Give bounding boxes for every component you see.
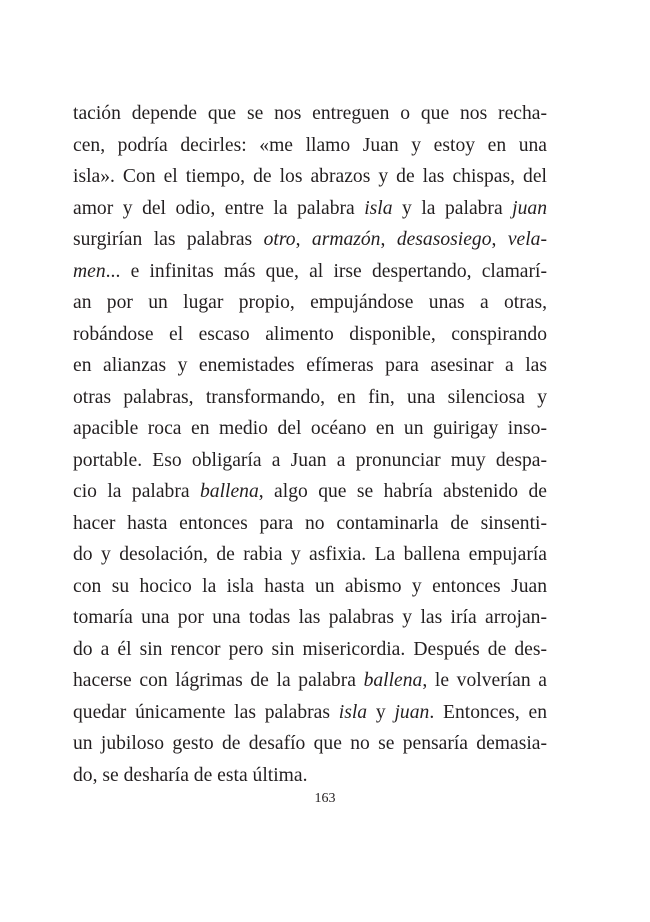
- text-line: otras palabras, transformando, en fin, una silenciosa y: [73, 386, 547, 408]
- text-line: isla». Con el tiempo, de los abrazos y de las chispas, del: [73, 166, 547, 187]
- italic-word: otro: [263, 229, 296, 250]
- text-line: quedar únicamente las palabras isla y juan. Entonces, en: [73, 701, 547, 723]
- text-line: con su hocico la isla hasta un abismo y entonces Juan: [73, 575, 547, 597]
- italic-word: ballena: [199, 481, 259, 502]
- italic-word: isla: [338, 701, 368, 723]
- text-line: do, se desharía de esta última.: [73, 764, 308, 786]
- text-line: hacer hasta entonces para no contaminarla de sinsenti-: [73, 512, 547, 534]
- italic-word: juan: [512, 197, 548, 219]
- body-paragraph: [73, 98, 547, 791]
- text-line: amor y del odio, entre la palabra isla y la palabra juan: [73, 197, 548, 219]
- text-line: men... e infinitas más que, al irse despertando, clamarí-: [73, 260, 547, 282]
- text-line: surgirían las palabras otro, armazón, desasosiego, vela-: [73, 229, 548, 250]
- italic-word: men: [73, 260, 106, 282]
- italic-word: juan: [394, 701, 430, 723]
- text-line: hacerse con lágrimas de la palabra ballena, le volverían a: [73, 670, 547, 691]
- text-line: tación depende que se nos entreguen o que nos recha-: [73, 103, 547, 124]
- italic-word: isla: [364, 197, 393, 219]
- text-line: tomaría una por una todas las palabras y las iría arrojan-: [73, 607, 547, 628]
- page-number: 163: [314, 791, 336, 806]
- text-line: do a él sin rencor pero sin misericordia. Después de des-: [73, 638, 547, 660]
- italic-word: ballena: [363, 670, 423, 691]
- text-line: un jubiloso gesto de desafío que no se pensaría demasia-: [73, 733, 547, 754]
- text-line: cen, podría decirles: «me llamo Juan y estoy en una: [73, 134, 547, 156]
- text-line: cio la palabra ballena, algo que se habría abstenido de: [73, 481, 547, 502]
- text-line: apacible roca en medio del océano en un guirigay inso-: [73, 418, 547, 439]
- italic-word: armazón: [311, 229, 381, 250]
- text-line: portable. Eso obligaría a Juan a pronunciar muy despa-: [73, 449, 547, 471]
- text-line: en alianzas y enemistades efímeras para asesinar a las: [73, 355, 547, 376]
- italic-word: vela-: [507, 229, 548, 250]
- text-line: an por un lugar propio, empujándose unas a otras,: [73, 292, 547, 313]
- text-line: do y desolación, de rabia y asfixia. La ballena empujaría: [73, 544, 547, 565]
- italic-word: desasosiego: [396, 229, 492, 250]
- text-line: robándose el escaso alimento disponible, conspirando: [73, 323, 547, 345]
